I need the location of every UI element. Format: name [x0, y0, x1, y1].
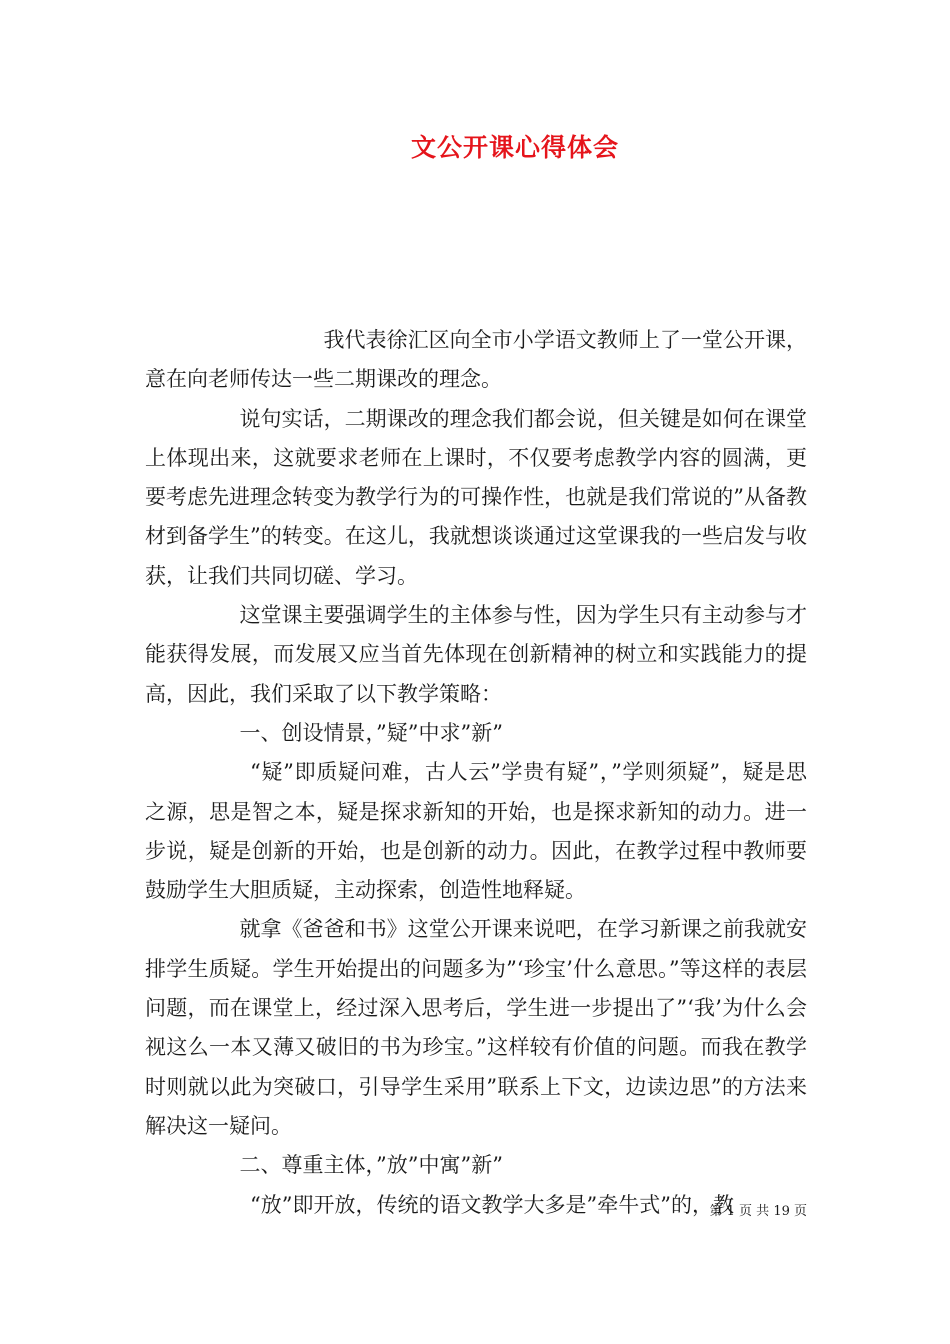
- page-number-footer: 第 1 页 共 19 页: [709, 1204, 807, 1219]
- paragraph-reform-concept: 说句实话，二期课改的理念我们都会说，但关键是如何在课堂上体现出来，这就要求老师在上课时，不仅要考虑教学内容的圆满，更要考虑先进理念转变为教学行为的可操作性，也就是我们常说的”从备教材到备学生”的转变。在这儿，我就想谈谈通过这堂课我的一些启发与收获，让我们共同切磋、学习。: [145, 406, 807, 588]
- paragraph-question: “疑”即质疑问难，古人云”学贵有疑”，”学则须疑”，疑是思之源，思是智之本，疑是探求新知的开始，也是探求新知的动力。进一步说，疑是创新的开始，也是创新的动力。因此，在教学过程中教师要鼓励学生大胆质疑，主动探索，创造性地释疑。: [145, 760, 807, 903]
- paragraph-open: “放”即开放，传统的语文教学大多是”牵牛式”的，教: [250, 1192, 734, 1217]
- paragraph-intro: 我代表徐汇区向全市小学语文教师上了一堂公开课，意在向老师传达一些二期课改的理念。: [145, 328, 807, 392]
- section-heading-one: 一、创设情景，”疑”中求”新”: [239, 720, 503, 745]
- paragraph-strategy: 这堂课主要强调学生的主体参与性，因为学生只有主动参与才能获得发展，而发展又应当首先体现在创新精神的树立和实践能力的提高，因此，我们采取了以下教学策略：: [145, 603, 807, 706]
- document-body: [145, 321, 807, 1225]
- document-title: 文公开课心得体会: [410, 133, 619, 162]
- paragraph-example: 就拿《爸爸和书》这堂公开课来说吧，在学习新课之前我就安排学生质疑。学生开始提出的问题多为”‘珍宝’什么意思。”等这样的表层问题，而在课堂上，经过深入思考后，学生进一步提出了”‘我’为什么会视这么一本又薄又破旧的书为珍宝。”这样较有价值的问题。而我在教学时则就以此为突破口，引导学生采用”联系上下文，边读边思”的方法来解决这一疑问。: [145, 917, 807, 1138]
- section-heading-two: 二、尊重主体，”放”中寓”新”: [239, 1153, 503, 1178]
